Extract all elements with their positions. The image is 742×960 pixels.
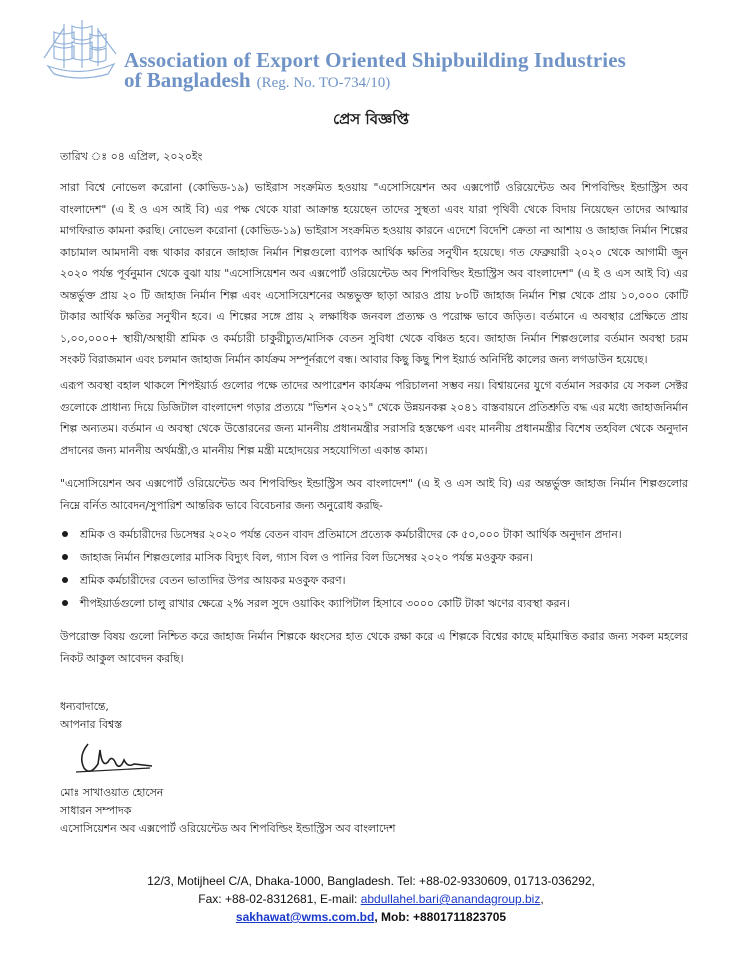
- signoff-thanks: ধন্যবাদান্তে,: [60, 700, 109, 713]
- list-item: [60, 592, 700, 615]
- signature-image: [74, 738, 154, 780]
- footer-comma: ,: [540, 892, 544, 906]
- bullet-icon: [62, 531, 68, 537]
- list-item-text: জাহাজ নির্মান শিল্পগুলোর মাসিক বিদ্যুৎ বিল, গ্যাস বিল ও পানির বিল ডিসেম্বর ২০২০ পর্যন্ত মওকুফ করন।: [80, 551, 533, 564]
- org-name-line2: [124, 70, 390, 93]
- footer-contact: [0, 892, 742, 906]
- list-item: [60, 523, 700, 546]
- footer-address: 12/3, Motijheel C/A, Dhaka-1000, Bangladesh. Tel: +88-02-9330609, 01713-036292,: [147, 874, 595, 888]
- bullet-icon: [62, 577, 68, 583]
- body-paragraph-2: এরূপ অবস্থা বহাল থাকলে শিপইয়ার্ড গুলোর পক্ষে তাদের অপারেশন কার্যক্রম পরিচালনা সম্ভব নয়। বিশ্বায়নের যুগে বর্তমান সরকার যে সকল সেক্টর গুলোকে প্রাধান্য দিয়ে ডিজিটাল বাংলাদেশ গড়ার প্রত্যয়ে "ভিশন ২০২১" থেকে উন্নয়নকল্প ২০৪১ বাস্তবায়নে প্রতিশ্রুতি বদ্ধ এর মধ্যে জাহাজনির্মান শিল্প অন্যতম। বর্তমান এ অবস্থা থেকে উত্তোরনের জন্য মাননীয় প্রধানমন্ত্রীর সরাসরি হস্তক্ষেপ এবং মাননীয় প্রধানমন্ত্রীর বিশেষ তহবিল থেকে অনুদান প্রদানের জন্য মাননীয় অর্থমন্ত্রী,ও মাননীয় শিল্প মন্ত্রী মহোদয়ের সহযোগিতা একান্ত কাম্য।: [60, 379, 688, 457]
- body-paragraph-3: "এসোসিয়েশন অব এক্সপোর্ট ওরিয়েন্টেড অব শিপবিল্ডিং ইন্ডাস্ট্রিস অব বাংলাদেশ" (এ ই ও এস আই বি) এর অন্তর্ভুক্ত জাহাজ নির্মান শিল্পগুলোর নিম্নে বর্নিত আবেদন/সুপারিশ আন্তরিক ভাবে বিবেচনার জন্য অনুরোধ করছি-: [60, 477, 688, 512]
- signoff-yours: আপনার বিশ্বস্ত: [60, 718, 122, 731]
- org-name: Association of Export Oriented Shipbuilding Industries: [124, 48, 626, 72]
- signatory-organization: এসোসিয়েশন অব এক্সপোর্ট ওরিয়েন্টেড অব শিপবিল্ডিং ইন্ডাস্ট্রিস অব বাংলাদেশ: [60, 822, 396, 835]
- footer-mobile: , Mob: +8801711823705: [374, 910, 507, 924]
- closing-paragraph: উপরোক্ত বিষয় গুলো নিশ্চিত করে জাহাজ নির্মান শিল্পকে ধ্বংসের হাত থেকে রক্ষা করে এ শিল্পকে বিশ্বের কাছে মহিমান্বিত করার জন্য সকল মহলের নিকট আকুল আবেদন করছি।: [60, 630, 688, 665]
- registration-number: (Reg. No. TO-734/10): [256, 75, 391, 91]
- footer-contact-2: [0, 910, 742, 924]
- list-item: [60, 569, 700, 592]
- document-title: প্রেস বিজ্ঞপ্তি: [332, 110, 410, 128]
- footer-fax: Fax: +88-02-8312681, E-mail:: [198, 892, 361, 906]
- list-item-text: শীপইয়ার্ডগুলো চালু রাখার ক্ষেত্রে ২% সরল সুদে ওয়াকিং ক্যাপিটাল হিসাবে ৩০০০ কোটি টাকা ঋণের ব্যবস্থা করন।: [80, 597, 570, 610]
- email-link-2[interactable]: sakhawat@wms.com.bd: [235, 910, 375, 924]
- list-item: [60, 546, 700, 569]
- signatory-designation: সাধারন সম্পাদক: [60, 804, 132, 817]
- demands-list: [60, 523, 700, 615]
- bullet-icon: [62, 600, 68, 606]
- body-paragraph-1: সারা বিশ্বে নোভেল করোনা (কোভিড-১৯) ভাইরাস সংক্রমিত হওয়ায় "এসোসিয়েশন অব এক্সপোর্ট ওরিয়েন্টেড অব শিপবিল্ডিং ইন্ডাস্ট্রিস অব বাংলাদেশ" (এ ই ও এস আই বি) এর পক্ষ থেকে যারা আক্রান্ত হয়েছেন তাদের সুস্থতা এবং যারা পৃথিবী থেকে বিদায় নিয়েছেন তাদের আত্মার মাগফিরাত কামনা করছি। নোভেল করোনা (কোভিড-১৯) ভাইরাস সংক্রমিত হওয়ায় কারনে এদেশে বিদেশি ক্রেতা না আশায় ও জাহাজ নির্মান শিল্পের কাচামাল আমদানী বন্ধ থাকার কারনে জাহাজ নির্মান শিল্পগুলো ব্যাপক আর্থিক ক্ষতির সনুখীন হয়েছে। গত ফেব্রুয়ারী ২০২০ থেকে আগামী জুন ২০২০ পর্যন্ত পূর্বনুমান থেকে বুঝা যায় "এসোসিয়েশন অব এক্সপোর্ট ওরিয়েন্টেড অব শিপবিল্ডিং ইন্ডাস্ট্রিস অব বাংলাদেশ" (এ ই ও এস আই বি) এর অন্তর্ভুক্ত প্রায় ২০ টি জাহাজ নির্মান শিল্প এবং এসোসিয়েশনের অন্তভুক্ত ছাড়া আরও প্রায় ৮০টি জাহাজ নির্মান শিল্প থেকে প্রায় ১০,০০০ কোটি টাকার আর্থিক ক্ষতির সনুখীন হবে। এ শিল্পের সঙ্গে প্রায় ২ লক্ষাধিক জনবল প্রত্যক্ষ ও পরোক্ষ ভাবে জড়িত। বর্তমানে এ অবস্থার প্রেক্ষিতে প্রায় ১,০০,০০০+ স্থায়ী/অস্থায়ী শ্রমিক ও কর্মচারী চাকুরীচ্যুত/মাসিক বেতন সুবিধা থেকে বঞ্চিত হবে। জাহাজ নির্মান শিল্পগুলোর বর্তমান অবস্থা চরম সংকট বিরাজমান এবং চলমান জাহাজ নির্মান কার্যক্রম সম্পূর্নরূপে বন্ধ। আবার কিছু কিছু শিপ ইয়ার্ড অনির্দিষ্ট কালের জন্য লগডাউন হয়েছে।: [60, 181, 688, 366]
- email-link-1[interactable]: abdullahel.bari@anandagroup.biz: [360, 892, 541, 906]
- org-name-country: of Bangladesh: [124, 68, 251, 92]
- document-date: তারিখ ঃ ০৪ এপ্রিল, ২০২০ইং: [60, 150, 203, 163]
- list-item-text: শ্রমিক ও কর্মচারীদের ডিসেম্বর ২০২০ পর্যন্ত বেতন বাবদ প্রতিমাসে প্রত্যেক কর্মচারীদের কে ৫০,০০০ টাকা আর্থিক অনুদান প্রদান।: [80, 528, 622, 541]
- list-item-text: শ্রমিক কর্মচারীদের বেতন ভাতাদির উপর আয়কর মওকুফ করণ।: [80, 574, 346, 587]
- sailing-ship-logo: [42, 18, 118, 82]
- bullet-icon: [62, 554, 68, 560]
- signatory-name: মোঃ সাখাওয়াত হোসেন: [60, 786, 164, 799]
